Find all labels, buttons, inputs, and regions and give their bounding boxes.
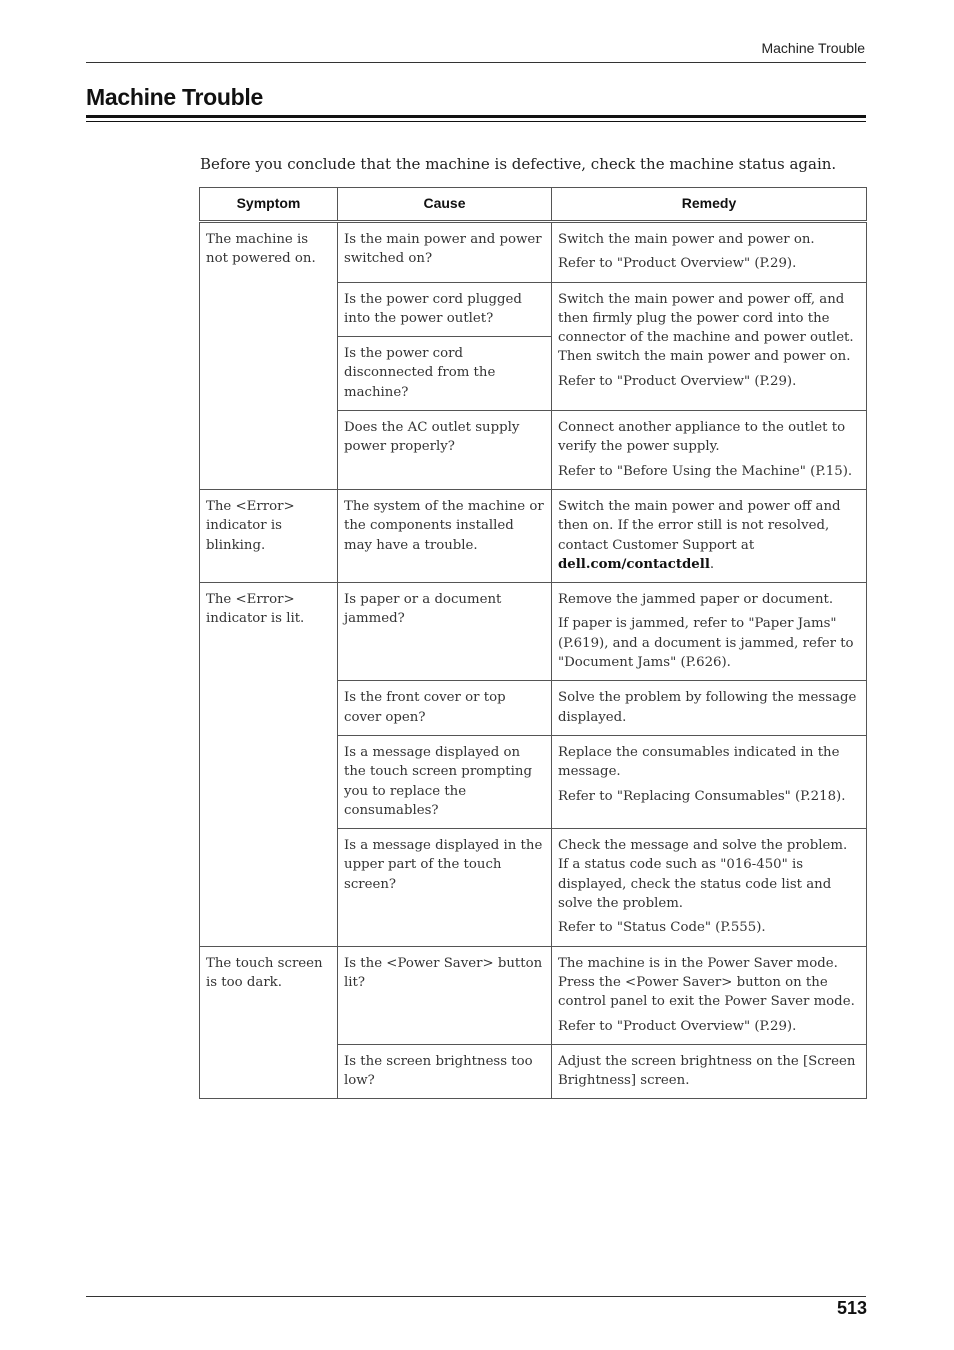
table-header-row: [200, 188, 867, 222]
remedy-cell: [552, 1044, 867, 1099]
symptom-text: The <Error> indicator is lit.: [206, 592, 305, 627]
cause-text: Is the power cord plugged into the power outlet?: [344, 291, 522, 326]
cause-text: Is the screen brightness too low?: [344, 1053, 533, 1089]
remedy-text: Solve the problem by following the message displayed.: [558, 690, 857, 725]
remedy-cell: [552, 583, 867, 681]
header-rule: [86, 62, 866, 63]
cause-cell: [338, 946, 552, 1044]
remedy-reference: Refer to "Product Overview" (P.29).: [558, 256, 797, 272]
running-header: Machine Trouble: [761, 40, 865, 56]
cause-text: Is paper or a document jammed?: [344, 592, 502, 627]
remedy-text: Adjust the screen brightness on the [Screen Brightness] screen.: [558, 1053, 856, 1089]
cause-text: Is a message displayed in the upper part of the touch screen?: [344, 838, 543, 892]
cause-cell: [338, 222, 552, 283]
cause-text: Is the power cord disconnected from the machine?: [344, 346, 496, 400]
cause-text: Is the front cover or top cover open?: [344, 690, 506, 725]
cause-cell: [338, 282, 552, 337]
cause-cell: [338, 829, 552, 946]
remedy-reference: Refer to "Status Code" (P.555).: [558, 920, 766, 936]
cause-text: Is a message displayed on the touch screen prompting you to replace the consumables?: [344, 744, 532, 818]
remedy-reference: Refer to "Product Overview" (P.29).: [558, 1018, 797, 1034]
cause-text: Is the <Power Saver> button lit?: [344, 955, 543, 990]
cause-cell: [338, 489, 552, 582]
remedy-reference: If paper is jammed, refer to "Paper Jams" (P.619), and a document is jammed, refer to "Document Jams" (P.626).: [558, 616, 854, 671]
remedy-cell: [552, 829, 867, 946]
header-remedy: Remedy: [552, 188, 867, 222]
remedy-reference: Refer to "Product Overview" (P.29).: [558, 373, 797, 389]
footer-rule: [86, 1296, 866, 1297]
symptom-cell: [200, 583, 338, 946]
symptom-text: The machine is not powered on.: [206, 232, 316, 267]
cause-cell: [338, 1044, 552, 1099]
page-title: Machine Trouble: [86, 84, 263, 110]
header-symptom: Symptom: [200, 188, 338, 222]
table-row: [200, 489, 867, 582]
remedy-text: [558, 497, 860, 574]
cause-cell: [338, 735, 552, 828]
symptom-text: The <Error> indicator is blinking.: [206, 498, 295, 553]
symptom-cell: [200, 946, 338, 1099]
table-row: [200, 222, 867, 283]
remedy-text: Replace the consumables indicated in the message.: [558, 744, 840, 780]
header-cause: Cause: [338, 188, 552, 222]
remedy-cell: [552, 282, 867, 410]
table-row: [200, 946, 867, 1044]
cause-cell: [338, 681, 552, 736]
intro-text: Before you conclude that the machine is defective, check the machine status again.: [200, 155, 837, 173]
cause-cell: [338, 583, 552, 681]
remedy-cell: [552, 735, 867, 828]
remedy-cell: [552, 946, 867, 1044]
remedy-cell: [552, 681, 867, 736]
remedy-reference: Refer to "Replacing Consumables" (P.218).: [558, 788, 846, 804]
remedy-text: Switch the main power and power off, and then firmly plug the power cord into the connector of the machine and power outlet. Then switch the main power and power on.: [558, 291, 854, 365]
remedy-reference: Refer to "Before Using the Machine" (P.15).: [558, 463, 853, 479]
table-row: [200, 583, 867, 681]
cause-cell: [338, 337, 552, 411]
cause-text: Does the AC outlet supply power properly?: [344, 420, 520, 455]
remedy-text: Remove the jammed paper or document.: [558, 592, 834, 608]
cause-text: The system of the machine or the components installed may have a trouble.: [344, 498, 544, 553]
support-url: dell.com/contactdell: [558, 556, 710, 572]
title-rule: [86, 115, 866, 118]
symptom-cell: [200, 222, 338, 490]
remedy-text: Connect another appliance to the outlet to verify the power supply.: [558, 420, 846, 455]
troubleshooting-table: [199, 187, 867, 1099]
cause-cell: [338, 411, 552, 490]
remedy-sentence: Switch the main power and power off and then on. If the error still is not resolved, contact Customer Support at: [558, 498, 841, 553]
remedy-cell: [552, 222, 867, 283]
symptom-cell: [200, 489, 338, 582]
remedy-cell: [552, 489, 867, 582]
remedy-text: Check the message and solve the problem. If a status code such as "016-450" is displayed, check the status code list and solve the problem.: [558, 838, 848, 912]
remedy-cell: [552, 411, 867, 490]
remedy-suffix: .: [709, 556, 715, 572]
title-rule-thin: [86, 121, 866, 122]
symptom-text: The touch screen is too dark.: [206, 955, 323, 990]
page-number: 513: [836, 1298, 867, 1318]
cause-text: Is the main power and power switched on?: [344, 232, 542, 267]
remedy-text: Switch the main power and power on.: [558, 232, 815, 247]
remedy-text: The machine is in the Power Saver mode. Press the <Power Saver> button on the control panel to exit the Power Saver mode.: [558, 955, 855, 1010]
